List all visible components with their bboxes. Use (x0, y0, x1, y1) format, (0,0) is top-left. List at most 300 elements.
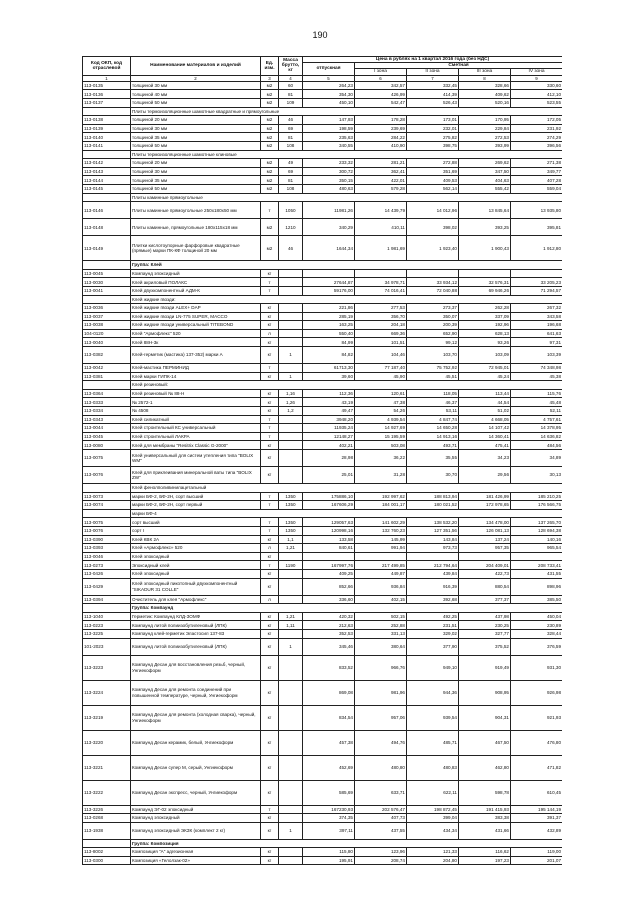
zone-1-price-cell: 542,47 (355, 99, 407, 108)
code-cell: 113-0145 (83, 184, 131, 193)
header-estimate-price: Сметная (355, 63, 563, 69)
table-row (83, 90, 563, 99)
release-price-cell: 112,36 (303, 389, 355, 398)
zone-3-price-cell: 555,42 (459, 184, 511, 193)
code-cell: 113-3222 (83, 780, 131, 805)
zone-2-price-cell: 180 021,52 (407, 501, 459, 510)
zone-1-price-cell: 422,01 (355, 176, 407, 185)
zone-1-price-cell: 34 978,71 (355, 278, 407, 287)
mass-cell: 1210 (279, 219, 303, 236)
mass-cell (279, 441, 303, 450)
code-cell: 113-0044 (83, 424, 131, 433)
zone-2-price-cell: 916,39 (407, 578, 459, 595)
zone-2-price-cell: 493,71 (407, 441, 459, 450)
zone-2-price-cell: 45,51 (407, 372, 459, 381)
zone-4-price-cell (511, 269, 563, 278)
table-row (83, 450, 563, 467)
unit-cell: т (261, 492, 279, 501)
code-cell: 113-0138 (83, 116, 131, 125)
zone-3-price-cell: 375,52 (459, 638, 511, 655)
table-row (83, 578, 563, 595)
release-price-cell: 480,63 (303, 184, 355, 193)
table-row (83, 569, 563, 578)
price-table-container (82, 56, 562, 894)
code-cell: 113-0148 (83, 219, 131, 236)
mass-cell: 1,1 (279, 535, 303, 544)
zone-3-price-cell: 191 415,93 (459, 805, 511, 814)
mass-cell: 1050 (279, 202, 303, 219)
table-row (83, 304, 563, 313)
name-cell: Композиция "А" адгезионная (131, 848, 261, 857)
name-cell: Плиты каминные прямоугольные 250х180х50 мм (131, 202, 261, 219)
zone-1-price-cell: 178,28 (355, 116, 407, 125)
table-row (83, 364, 563, 373)
name-cell: Клей "Армофлекс" 520 (131, 329, 261, 338)
zone-1-price-cell: 101,51 (355, 338, 407, 347)
release-price-cell: 345,46 (303, 638, 355, 655)
release-price-cell: 147,93 (303, 116, 355, 125)
zone-4-price-cell: 30,13 (511, 467, 563, 484)
table-row (83, 655, 563, 680)
unit-cell: т (261, 805, 279, 814)
table-row (83, 822, 563, 839)
name-cell: Компаунд литой полиизобутиленовый (ЛПК) (131, 621, 261, 630)
table-row (83, 286, 563, 295)
zone-4-price-cell: 376,59 (511, 638, 563, 655)
table-row (83, 848, 563, 857)
zone-4-price-cell: 52,11 (511, 407, 563, 416)
release-price-cell: 84,82 (303, 347, 355, 364)
zone-1-price-cell: 380,64 (355, 638, 407, 655)
zone-3-price-cell: 93,26 (459, 338, 511, 347)
zone-2-price-cell: 377,90 (407, 638, 459, 655)
code-cell: 113-0141 (83, 141, 131, 150)
unit-cell: кг (261, 705, 279, 730)
mass-cell: 1350 (279, 501, 303, 510)
release-price-cell: 120998,16 (303, 526, 355, 535)
code-cell: 113-0142 (83, 159, 131, 168)
zone-4-price-cell: 431,55 (511, 569, 563, 578)
release-price-cell: 3948,20 (303, 415, 355, 424)
mass-cell: 108 (279, 141, 303, 150)
name-cell: Компаунд эпоксидный ЭКЗК (комплект 2 кг) (131, 822, 261, 839)
mass-cell (279, 278, 303, 287)
name-cell: Компаунд эпоксидный (131, 269, 261, 278)
name-cell: Клей 88Н-3к (131, 338, 261, 347)
zone-4-price-cell: 921,93 (511, 705, 563, 730)
name-cell: толщиной 30 мм (131, 81, 261, 90)
zone-2-price-cell: 35,55 (407, 450, 459, 467)
zone-1-price-cell: 410,11 (355, 219, 407, 236)
zone-3-price-cell: 181 426,99 (459, 492, 511, 501)
mass-cell (279, 450, 303, 467)
code-cell: 113-0042 (83, 364, 131, 373)
mass-cell: 1 (279, 347, 303, 364)
zone-4-price-cell: 4 757,61 (511, 415, 563, 424)
zone-2-price-cell (407, 269, 459, 278)
subheader-text: марки БФ-4 (131, 509, 563, 518)
name-cell: Клей для приклеивания минеральной ваты типа "BOLIX ZW" (131, 467, 261, 484)
unit-cell: т (261, 432, 279, 441)
table-row (83, 518, 563, 527)
zone-3-price-cell: 170,95 (459, 116, 511, 125)
zone-1-price-cell: 480,80 (355, 755, 407, 780)
release-price-cell: 11935,24 (303, 424, 355, 433)
zone-4-price-cell: 201,07 (511, 856, 563, 865)
mass-cell: 60 (279, 81, 303, 90)
zone-3-price-cell: 628,13 (459, 329, 511, 338)
mass-cell: 1350 (279, 526, 303, 535)
zone-3-price-cell: 462,80 (459, 755, 511, 780)
zone-1-price-cell: 204,18 (355, 321, 407, 330)
zone-1-price-cell: 281,21 (355, 159, 407, 168)
zone-2-price-cell: 273,37 (407, 304, 459, 313)
release-price-cell: 235,63 (303, 133, 355, 142)
mass-cell (279, 595, 303, 604)
subheader-text: Клей жидкие гвозди: (131, 295, 563, 304)
group-title: Группа: Клей (131, 261, 563, 270)
zone-4-price-cell: 208 733,41 (511, 561, 563, 570)
subheader-text: Плиты термоизоляционные шамотные квадратные и прямоугольные (131, 107, 563, 116)
release-price-cell: 61713,30 (303, 364, 355, 373)
col-index: 5 (303, 75, 355, 81)
mass-cell: 1,11 (279, 621, 303, 630)
unit-cell: м2 (261, 124, 279, 133)
zone-4-price-cell: 471,82 (511, 755, 563, 780)
zone-3-price-cell: 957,35 (459, 544, 511, 553)
name-cell: толщиной 30 мм (131, 124, 261, 133)
code-cell: 104-0120 (83, 329, 131, 338)
table-row (83, 407, 563, 416)
empty-cell (83, 261, 131, 270)
subheader-row (83, 107, 563, 116)
zone-3-price-cell: 393,25 (459, 219, 511, 236)
zone-3-price-cell: 72 945,01 (459, 364, 511, 373)
subheader-row (83, 484, 563, 493)
table-row (83, 805, 563, 814)
table-row (83, 219, 563, 236)
zone-4-price-cell: 432,89 (511, 822, 563, 839)
zone-1-price-cell: 957,06 (355, 705, 407, 730)
subheader-row (83, 381, 563, 390)
zone-1-price-cell: 145,99 (355, 535, 407, 544)
table-row (83, 432, 563, 441)
release-price-cell: 852,66 (303, 578, 355, 595)
unit-cell: м2 (261, 219, 279, 236)
empty-cell (83, 150, 131, 159)
unit-cell: кг (261, 398, 279, 407)
table-row (83, 638, 563, 655)
zone-1-price-cell: 192 997,62 (355, 492, 407, 501)
code-cell: 113-0075 (83, 450, 131, 467)
zone-2-price-cell: 398,75 (407, 141, 459, 150)
release-price-cell: 163,25 (303, 321, 355, 330)
zone-4-price-cell: 267,32 (511, 304, 563, 313)
name-cell: Очиститель для клея "Армофлекс" (131, 595, 261, 604)
zone-2-price-cell: 414,39 (407, 90, 459, 99)
zone-2-price-cell: 485,71 (407, 730, 459, 755)
table-row (83, 501, 563, 510)
zone-4-price-cell: 231,92 (511, 124, 563, 133)
mass-cell (279, 814, 303, 823)
zone-4-price-cell: 328,44 (511, 629, 563, 638)
unit-cell: кг (261, 312, 279, 321)
release-price-cell: 167606,29 (303, 501, 355, 510)
mass-cell (279, 730, 303, 755)
unit-cell: кг (261, 467, 279, 484)
zone-4-price-cell: 349,77 (511, 167, 563, 176)
code-cell: 113-0135 (83, 81, 131, 90)
zone-2-price-cell: 138 532,20 (407, 518, 459, 527)
name-cell: Клей резиновый № 88-Н (131, 389, 261, 398)
release-price-cell: 59176,00 (303, 286, 355, 295)
name-cell: Клей эпоксидный (131, 552, 261, 561)
zone-3-price-cell: 431,66 (459, 822, 511, 839)
zone-4-price-cell: 523,55 (511, 99, 563, 108)
mass-cell (279, 321, 303, 330)
mass-cell: 81 (279, 176, 303, 185)
release-price-cell: 834,54 (303, 705, 355, 730)
group-header-row (83, 839, 563, 848)
zone-3-price-cell: 262,28 (459, 304, 511, 313)
subheader-row (83, 509, 563, 518)
zone-4-price-cell: 103,39 (511, 347, 563, 364)
zone-2-price-cell: 480,83 (407, 755, 459, 780)
zone-4-price-cell: 195 144,19 (511, 805, 563, 814)
unit-cell: т (261, 286, 279, 295)
code-cell: 113-0394 (83, 595, 131, 604)
mass-cell: 109 (279, 99, 303, 108)
zone-3-price-cell: 377,37 (459, 595, 511, 604)
table-row (83, 621, 563, 630)
zone-1-price-cell: 449,87 (355, 569, 407, 578)
zone-4-price-cell: 476,80 (511, 730, 563, 755)
code-cell: 113-8002 (83, 848, 131, 857)
name-cell: толщиной 20 мм (131, 116, 261, 125)
zone-1-price-cell: 362,41 (355, 167, 407, 176)
release-price-cell: 167997,76 (303, 561, 355, 570)
release-price-cell: 27644,87 (303, 278, 355, 287)
table-row (83, 99, 563, 108)
zone-1-price-cell: 633,71 (355, 780, 407, 805)
zone-3-price-cell: 14 360,41 (459, 432, 511, 441)
zone-4-price-cell: 396,56 (511, 141, 563, 150)
col-index: 7 (407, 75, 459, 81)
zone-3-price-cell: 45,24 (459, 372, 511, 381)
name-cell: толщиной 35 мм (131, 176, 261, 185)
zone-1-price-cell: 14 927,69 (355, 424, 407, 433)
zone-3-price-cell: 172 978,65 (459, 501, 511, 510)
mass-cell (279, 578, 303, 595)
zone-4-price-cell: 14 378,95 (511, 424, 563, 433)
zone-2-price-cell: 232,01 (407, 124, 459, 133)
zone-4-price-cell: 926,98 (511, 680, 563, 705)
name-cell: толщиной 50 мм (131, 184, 261, 193)
zone-4-price-cell: 185 210,25 (511, 492, 563, 501)
release-price-cell: 133,58 (303, 535, 355, 544)
unit-cell: м2 (261, 184, 279, 193)
code-cell: 113-0040 (83, 338, 131, 347)
zone-2-price-cell: 188 813,94 (407, 492, 459, 501)
code-cell: 113-0223 (83, 621, 131, 630)
table-row (83, 389, 563, 398)
mass-cell: 1 (279, 372, 303, 381)
zone-1-price-cell: 277,53 (355, 304, 407, 313)
zone-3-price-cell: 192,96 (459, 321, 511, 330)
subheader-row (83, 193, 563, 202)
zone-3-price-cell: 103,09 (459, 347, 511, 364)
unit-cell: м2 (261, 159, 279, 168)
zone-2-price-cell: 526,43 (407, 99, 459, 108)
table-row (83, 347, 563, 364)
table-row (83, 526, 563, 535)
zone-4-price-cell: 395,81 (511, 219, 563, 236)
code-cell: 113-0137 (83, 99, 131, 108)
header-name: Наименование материалов и изделий (131, 57, 261, 76)
table-row (83, 535, 563, 544)
release-price-cell: 285,19 (303, 312, 355, 321)
table-row (83, 167, 563, 176)
name-cell: Клей КВК 2А (131, 535, 261, 544)
page-number: 190 (312, 30, 328, 40)
mass-cell (279, 569, 303, 578)
table-row (83, 81, 563, 90)
unit-cell: м2 (261, 176, 279, 185)
zone-2-price-cell: 398,02 (407, 219, 459, 236)
zone-3-price-cell: 13 845,64 (459, 202, 511, 219)
zone-4-price-cell: 610,45 (511, 780, 563, 805)
table-row (83, 595, 563, 604)
name-cell: Клей эпоксидный (131, 569, 261, 578)
name-cell: № 2572-1 (131, 398, 261, 407)
unit-cell: кг (261, 730, 279, 755)
mass-cell: 1350 (279, 492, 303, 501)
table-row (83, 269, 563, 278)
release-price-cell: 374,35 (303, 814, 355, 823)
empty-cell (83, 604, 131, 613)
zone-1-price-cell: 342,57 (355, 81, 407, 90)
table-row (83, 312, 563, 321)
zone-4-price-cell: 74 348,98 (511, 364, 563, 373)
zone-4-price-cell: 230,89 (511, 621, 563, 630)
zone-1-price-cell: 981,96 (355, 680, 407, 705)
release-price-cell: 354,30 (303, 90, 355, 99)
zone-4-price-cell: 484,56 (511, 441, 563, 450)
zone-4-price-cell: 450,04 (511, 612, 563, 621)
zone-3-price-cell: 475,41 (459, 441, 511, 450)
code-cell: 113-0140 (83, 133, 131, 142)
table-row (83, 441, 563, 450)
code-cell: 113-0268 (83, 814, 131, 823)
name-cell: марки БФ-2, БФ-2Н, сорт первый (131, 501, 261, 510)
unit-cell: кг (261, 450, 279, 467)
zone-3-price-cell: 137,24 (459, 535, 511, 544)
empty-cell (83, 295, 131, 304)
zone-4-price-cell: 931,30 (511, 655, 563, 680)
header-zone-3: III зона (459, 69, 511, 75)
price-table (82, 56, 562, 865)
release-price-cell: 11981,26 (303, 202, 355, 219)
zone-1-price-cell: 669,36 (355, 329, 407, 338)
zone-2-price-cell: 350,07 (407, 312, 459, 321)
zone-4-price-cell: 196,68 (511, 321, 563, 330)
zone-3-price-cell: 14 107,42 (459, 424, 511, 433)
code-cell: 113-0300 (83, 856, 131, 865)
table-row (83, 705, 563, 730)
mass-cell (279, 856, 303, 865)
col-index: 1 (83, 75, 131, 81)
mass-cell (279, 304, 303, 313)
unit-cell: кг (261, 552, 279, 561)
unit-cell: т (261, 202, 279, 219)
code-cell: 113-0046 (83, 552, 131, 561)
zone-2-price-cell: 652,90 (407, 329, 459, 338)
code-cell: 113-0381 (83, 372, 131, 381)
name-cell: сорт I (131, 526, 261, 535)
zone-2-price-cell: 198 872,45 (407, 805, 459, 814)
release-price-cell: 340,29 (303, 219, 355, 236)
mass-cell (279, 629, 303, 638)
subheader-row (83, 150, 563, 159)
zone-4-price-cell: 641,63 (511, 329, 563, 338)
zone-4-price-cell: 14 636,82 (511, 432, 563, 441)
zone-1-price-cell: 402,15 (355, 595, 407, 604)
empty-cell (83, 381, 131, 390)
subheader-row (83, 295, 563, 304)
table-row (83, 561, 563, 570)
header-release-price: отпускная (303, 63, 355, 75)
zone-4-price-cell: 34,89 (511, 450, 563, 467)
table-row (83, 629, 563, 638)
release-price-cell: 300,72 (303, 167, 355, 176)
mass-cell (279, 780, 303, 805)
code-cell: 113-1938 (83, 822, 131, 839)
mass-cell (279, 680, 303, 705)
zone-1-price-cell: 503,08 (355, 441, 407, 450)
table-row (83, 278, 563, 287)
unit-cell: кг (261, 338, 279, 347)
unit-cell: т (261, 278, 279, 287)
header-code: Код ОКП, код отраслевой (83, 57, 131, 76)
unit-cell: кг (261, 569, 279, 578)
code-cell: 113-1040 (83, 612, 131, 621)
zone-1-price-cell: 47,38 (355, 398, 407, 407)
unit-cell: т (261, 415, 279, 424)
name-cell: Клей силикатный (131, 415, 261, 424)
zone-3-price-cell: 229,84 (459, 124, 511, 133)
name-cell: Герметик: Компаунд КЛД-ЗОМФ (131, 612, 261, 621)
table-row (83, 329, 563, 338)
zone-1-price-cell: 184 001,17 (355, 501, 407, 510)
mass-cell (279, 467, 303, 484)
zone-1-price-cell: 208,74 (355, 856, 407, 865)
zone-1-price-cell: 15 195,59 (355, 432, 407, 441)
name-cell: Клей универсальный для систем утепления типа "BOLIX WM" (131, 450, 261, 467)
zone-3-price-cell: 919,49 (459, 655, 511, 680)
release-price-cell (303, 552, 355, 561)
zone-2-price-cell: 409,53 (407, 176, 459, 185)
release-price-cell: 264,23 (303, 81, 355, 90)
mass-cell: 1,21 (279, 544, 303, 553)
zone-3-price-cell: 908,95 (459, 680, 511, 705)
release-price-cell: 84,99 (303, 338, 355, 347)
release-price-cell: 39,60 (303, 372, 355, 381)
unit-cell: кг (261, 321, 279, 330)
zone-2-price-cell: 14 650,28 (407, 424, 459, 433)
table-row (83, 124, 563, 133)
zone-1-price-cell: 77 187,40 (355, 364, 407, 373)
release-price-cell: 350,15 (303, 176, 355, 185)
